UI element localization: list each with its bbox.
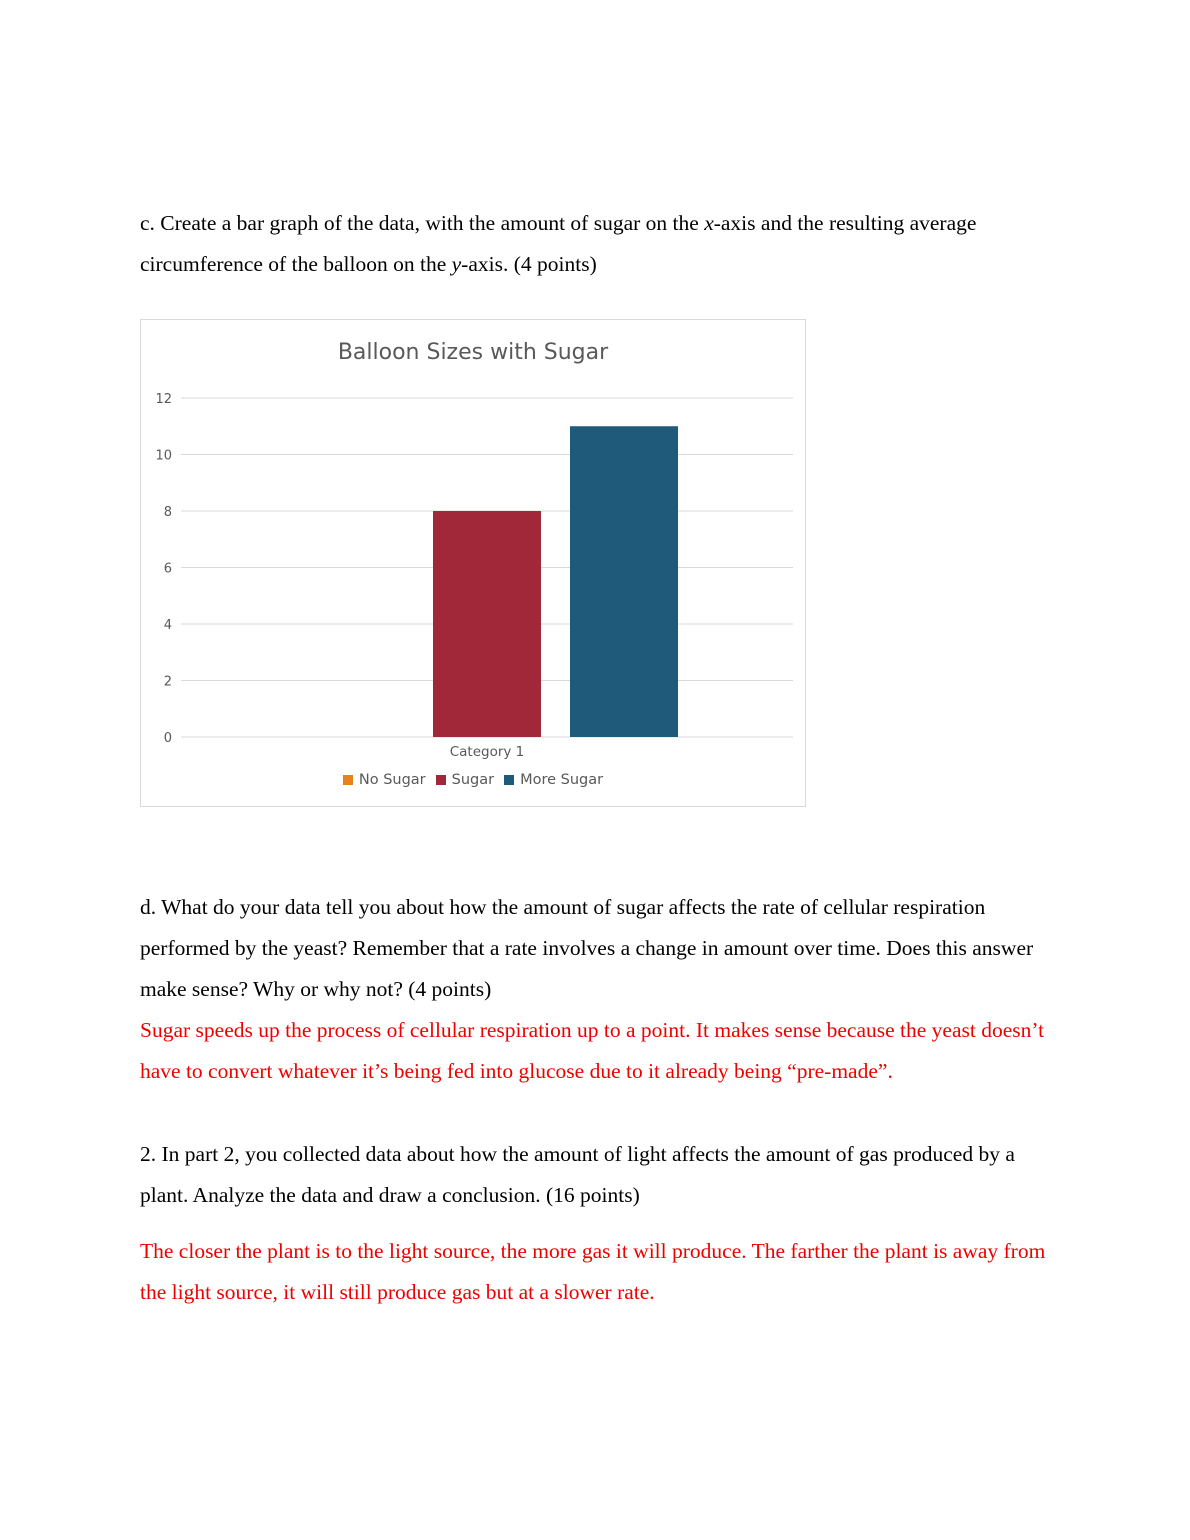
question-d: d. What do your data tell you about how the amount of sugar affects the rate of cellular respiration performed by the yeast? Remember that a rate involves a change in amount over time. Does this answer make sense? Why or why not? (4 points) bbox=[140, 895, 1034, 1001]
y-tick-label: 2 bbox=[163, 674, 172, 690]
x-variable: x bbox=[704, 211, 714, 235]
legend-label: Sugar bbox=[451, 772, 495, 788]
chart-plot-area bbox=[141, 320, 805, 806]
legend-swatch bbox=[436, 775, 446, 785]
legend-item bbox=[343, 772, 426, 788]
y-tick-label: 0 bbox=[163, 731, 172, 746]
question-c-part1: c. Create a bar graph of the data, with the amount of sugar on the bbox=[140, 211, 705, 235]
question-2: 2. In part 2, you collected data about how the amount of light affects the amount of gas produced by a plant. Analyze the data and draw a conclusion. (16 points) bbox=[140, 1142, 1015, 1207]
y-tick-label: 8 bbox=[163, 505, 172, 520]
answer-2: The closer the plant is to the light source, the more gas it will produce. The farther the plant is away from the light source, it will still produce gas but at a slower rate. bbox=[140, 1239, 1046, 1304]
y-tick-label: 10 bbox=[155, 448, 172, 464]
legend-label: No Sugar bbox=[358, 772, 426, 788]
bar-chart bbox=[140, 319, 806, 807]
legend-item bbox=[436, 772, 494, 788]
question-c-part2: -axis and the resulting average circumference of the balloon on the bbox=[140, 211, 977, 276]
legend-item bbox=[504, 772, 603, 788]
y-tick-label: 12 bbox=[155, 392, 172, 407]
question-c bbox=[140, 203, 1055, 285]
question-c-part3: -axis. (4 points) bbox=[461, 252, 597, 276]
legend-swatch bbox=[504, 775, 514, 785]
bar-sugar bbox=[433, 511, 541, 737]
x-category-label: Category 1 bbox=[449, 744, 525, 760]
y-variable: y bbox=[451, 252, 462, 276]
legend-label: More Sugar bbox=[520, 772, 604, 788]
bar-more-sugar bbox=[570, 426, 678, 737]
chart-title: Balloon Sizes with Sugar bbox=[337, 340, 609, 365]
answer-d: Sugar speeds up the process of cellular respiration up to a point. It makes sense because the yeast doesn’t have to convert whatever it’s being fed into glucose due to it already being “pre-made”. bbox=[140, 1018, 1045, 1083]
y-tick-label: 6 bbox=[163, 561, 172, 577]
chart-legend bbox=[141, 772, 805, 788]
y-tick-label: 4 bbox=[163, 618, 172, 633]
legend-swatch bbox=[343, 775, 353, 785]
